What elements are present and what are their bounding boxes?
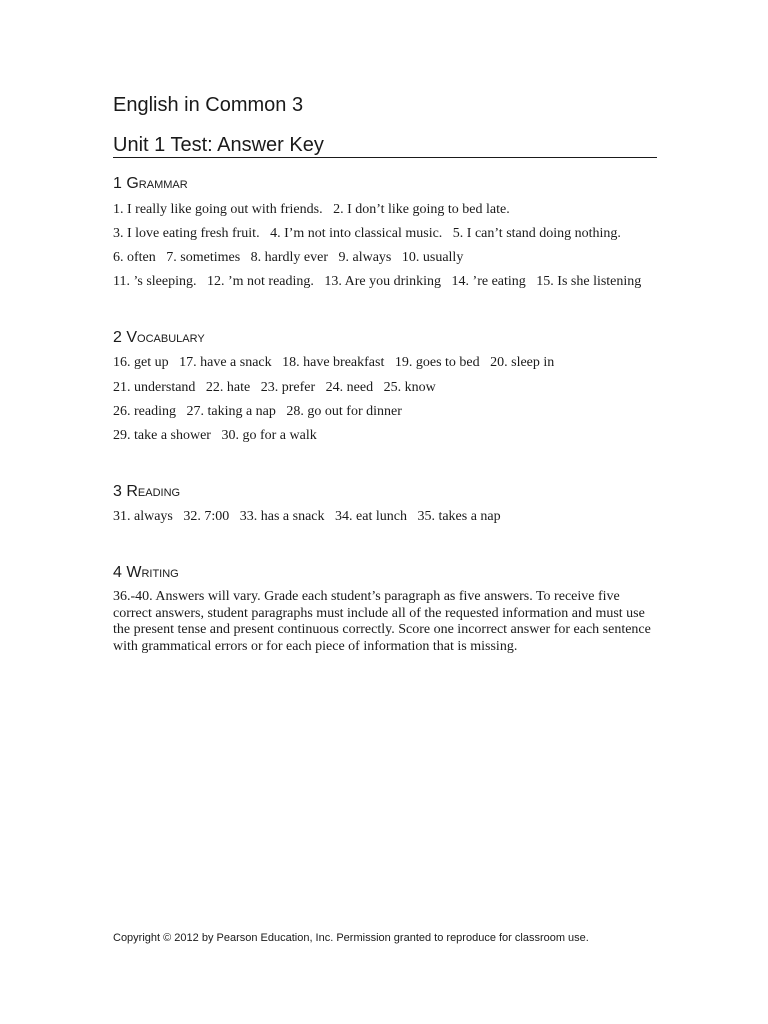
grammar-answer-line: 11. ’s sleeping. 12. ’m not reading. 13. Are you drinking 14. ’re eating 15. Is she listening <box>113 274 642 289</box>
vocabulary-answer-line: 26. reading 27. taking a nap 28. go out for dinner <box>113 404 402 419</box>
vocabulary-answer-line: 21. understand 22. hate 23. prefer 24. need 25. know <box>113 380 436 395</box>
section-heading-grammar: 1 Grammar <box>113 175 188 192</box>
test-title: Unit 1 Test: Answer Key <box>113 134 324 156</box>
reading-answer-line: 31. always 32. 7:00 33. has a snack 34. eat lunch 35. takes a nap <box>113 509 501 524</box>
vocabulary-answer-line: 16. get up 17. have a snack 18. have breakfast 19. goes to bed 20. sleep in <box>113 355 555 370</box>
grammar-answer-line: 3. I love eating fresh fruit. 4. I’m not into classical music. 5. I can’t stand doing nothing. <box>113 226 621 241</box>
grammar-answer-line: 1. I really like going out with friends. 2. I don’t like going to bed late. <box>113 202 510 217</box>
vocabulary-answer-line: 29. take a shower 30. go for a walk <box>113 428 317 443</box>
writing-instructions: 36.-40. Answers will vary. Grade each student’s paragraph as five answers. To receive five correct answers, student paragraphs must include all of the requested information and must use the present tense and present continuous correctly. Score one incorrect answer for each sentence with grammatical errors or for each piece of information that is missing. <box>113 589 651 654</box>
copyright-footer: Copyright © 2012 by Pearson Education, Inc. Permission granted to reproduce for classroom use. <box>113 932 589 944</box>
section-heading-writing: 4 Writing <box>113 564 179 581</box>
section-heading-reading: 3 Reading <box>113 483 181 500</box>
section-heading-vocabulary: 2 Vocabulary <box>113 329 205 346</box>
book-title: English in Common 3 <box>113 94 304 116</box>
grammar-answer-line: 6. often 7. sometimes 8. hardly ever 9. always 10. usually <box>113 250 464 265</box>
title-divider <box>113 157 657 158</box>
